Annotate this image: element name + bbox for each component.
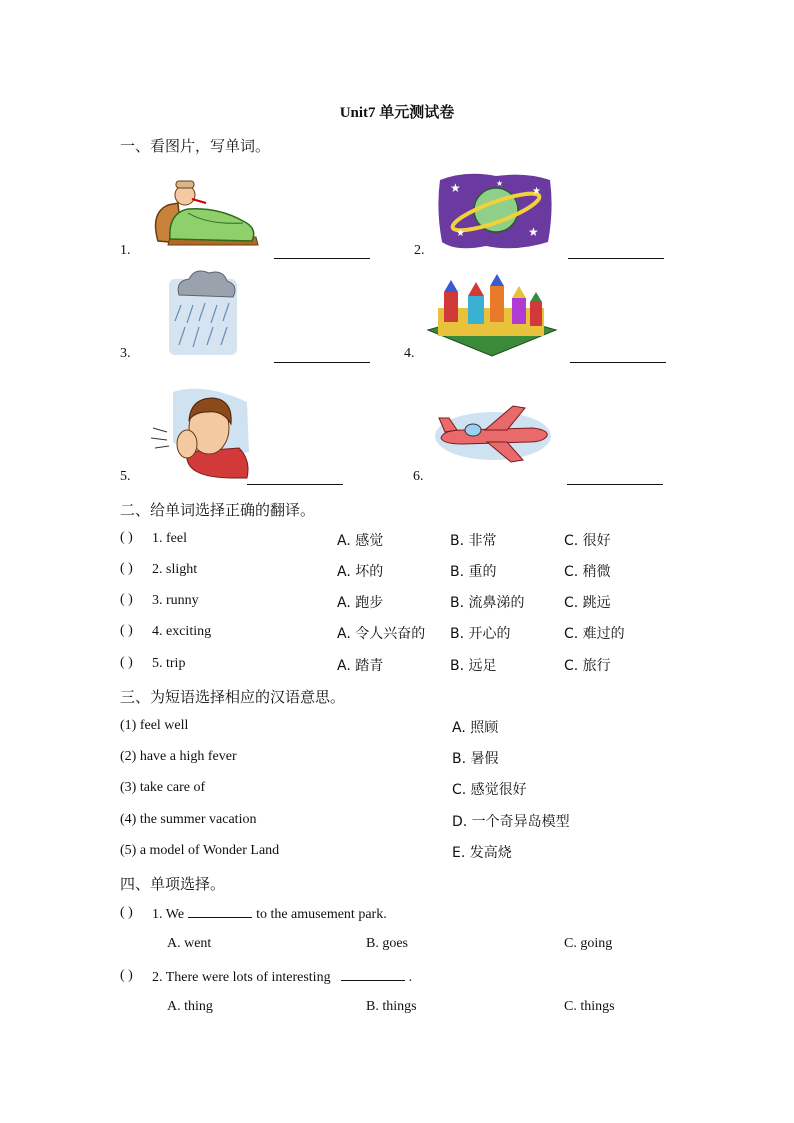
option-b: B. 远足 [450, 658, 497, 674]
answer-paren[interactable]: ( ) [120, 561, 133, 576]
word: 1. feel [152, 531, 187, 546]
answer-line[interactable] [274, 258, 370, 259]
phrase-right: C. 感觉很好 [452, 782, 527, 798]
section-1-heading: 一、看图片，写单词。 [120, 137, 271, 155]
answer-line[interactable] [568, 258, 664, 259]
phrase-left: (5) a model of Wonder Land [120, 843, 280, 858]
question-text: to the amusement park. [256, 907, 387, 922]
svg-text:★: ★ [528, 225, 539, 239]
blank[interactable] [341, 968, 405, 981]
option-a: A. 感觉 [337, 533, 384, 549]
option-b: B. things [366, 999, 417, 1014]
option-b: B. 开心的 [450, 626, 511, 642]
option-a: A. 跑步 [337, 595, 384, 611]
question-text: . [408, 970, 413, 985]
option-c: C. 难过的 [564, 626, 625, 642]
option-a: A. went [167, 936, 212, 951]
option-a: A. 令人兴奋的 [337, 626, 426, 642]
option-b: B. 重的 [450, 564, 497, 580]
svg-text:★: ★ [532, 186, 541, 197]
picture-number: 2. [414, 243, 425, 258]
answer-paren[interactable]: ( ) [120, 623, 133, 638]
question-text: 2. There were lots of interesting [152, 970, 331, 985]
phrase-right: A. 照顾 [452, 720, 499, 736]
question-2 [152, 968, 412, 986]
option-c: C. 很好 [564, 533, 611, 549]
castle-model-icon [424, 272, 560, 360]
section-2-heading: 二、给单词选择正确的翻译。 [120, 501, 316, 519]
phrase-right: B. 暑假 [452, 751, 499, 767]
option-b: B. 非常 [450, 533, 497, 549]
rain-cloud-icon [165, 265, 240, 357]
airplane-icon [433, 400, 555, 466]
word: 5. trip [152, 656, 186, 671]
picture-number: 5. [120, 469, 131, 484]
word: 3. runny [152, 593, 199, 608]
answer-line[interactable] [570, 362, 666, 363]
svg-text:★: ★ [496, 179, 504, 188]
answer-line[interactable] [247, 484, 343, 485]
option-a: A. thing [167, 999, 213, 1014]
answer-line[interactable] [274, 362, 370, 363]
option-a: A. 踏青 [337, 658, 384, 674]
word: 4. exciting [152, 624, 212, 639]
answer-paren[interactable]: ( ) [120, 968, 133, 983]
option-b: B. 流鼻涕的 [450, 595, 525, 611]
question-text: 1. We [152, 907, 185, 922]
answer-paren[interactable]: ( ) [120, 905, 133, 920]
sick-man-thermometer-icon [148, 173, 268, 248]
question-1 [152, 905, 387, 923]
phrase-left: (1) feel well [120, 718, 189, 733]
picture-number: 1. [120, 243, 131, 258]
picture-number: 6. [413, 469, 424, 484]
word: 2. slight [152, 562, 198, 577]
svg-text:★: ★ [456, 228, 465, 239]
page-title: Unit7 单元测试卷 [339, 105, 455, 121]
option-c: C. things [564, 999, 615, 1014]
section-4-heading: 四、单项选择。 [120, 875, 226, 893]
answer-paren[interactable]: ( ) [120, 530, 133, 545]
section-3-heading: 三、为短语选择相应的汉语意思。 [120, 688, 346, 706]
option-c: C. 跳远 [564, 595, 611, 611]
option-c: C. going [564, 936, 613, 951]
answer-line[interactable] [567, 484, 663, 485]
phrase-right: E. 发高烧 [452, 845, 512, 861]
picture-number: 4. [404, 346, 415, 361]
phrase-left: (3) take care of [120, 780, 206, 795]
planet-stars-icon [436, 170, 554, 252]
answer-paren[interactable]: ( ) [120, 655, 133, 670]
phrase-right: D. 一个奇异岛模型 [452, 814, 570, 830]
option-a: A. 坏的 [337, 564, 384, 580]
svg-text:★: ★ [450, 181, 461, 195]
blank[interactable] [188, 905, 252, 918]
answer-paren[interactable]: ( ) [120, 592, 133, 607]
option-c: C. 稍微 [564, 564, 611, 580]
option-b: B. goes [366, 936, 408, 951]
picture-number: 3. [120, 346, 131, 361]
phrase-left: (2) have a high fever [120, 749, 237, 764]
coughing-boy-icon [143, 382, 251, 480]
phrase-left: (4) the summer vacation [120, 812, 257, 827]
option-c: C. 旅行 [564, 658, 611, 674]
